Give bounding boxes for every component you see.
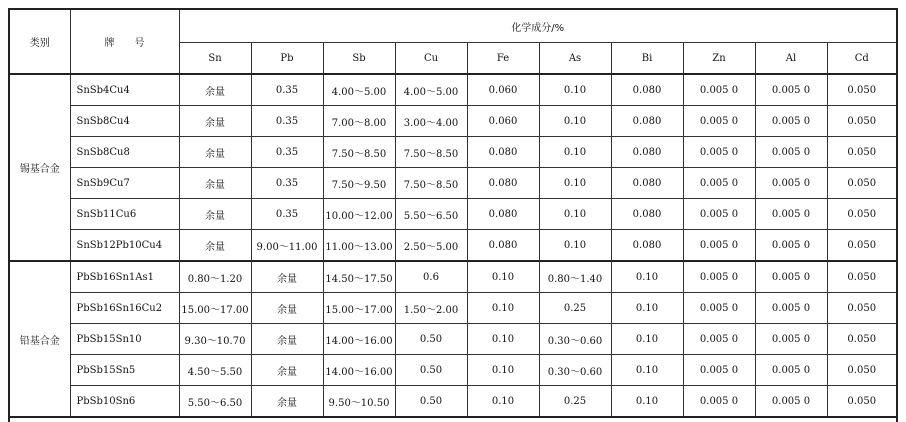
value-cell-as: 0.25 (539, 386, 611, 418)
element-header-pb: Pb (251, 43, 323, 75)
value-cell-cu: 7.50～8.50 (395, 137, 467, 168)
value-cell-sb: 14.50～17.50 (323, 261, 395, 293)
table-row (9, 137, 897, 168)
table-row (9, 106, 897, 137)
grade-cell: SnSb11Cu6 (70, 199, 179, 230)
value-cell-pb: 余量 (251, 293, 323, 324)
value-cell-pb: 0.35 (251, 168, 323, 199)
value-cell-cu: 7.50～8.50 (395, 168, 467, 199)
element-header-sn: Sn (179, 43, 251, 75)
value-cell-fe: 0.10 (467, 261, 539, 293)
value-cell-bi: 0.10 (611, 324, 683, 355)
value-cell-zn: 0.005 0 (683, 106, 755, 137)
value-cell-fe: 0.10 (467, 324, 539, 355)
value-cell-cd: 0.050 (827, 293, 897, 324)
value-cell-fe: 0.10 (467, 355, 539, 386)
value-cell-cd: 0.050 (827, 324, 897, 355)
category-cell: 锡基合金 (9, 74, 70, 261)
value-cell-fe: 0.080 (467, 137, 539, 168)
value-cell-as: 0.30～0.60 (539, 324, 611, 355)
value-cell-as: 0.10 (539, 74, 611, 106)
value-cell-sb: 7.50～9.50 (323, 168, 395, 199)
value-cell-pb: 余量 (251, 324, 323, 355)
value-cell-sn: 余量 (179, 199, 251, 230)
value-cell-cu: 0.50 (395, 386, 467, 418)
value-cell-fe: 0.080 (467, 230, 539, 262)
value-cell-sn: 余量 (179, 74, 251, 106)
element-header-fe: Fe (467, 43, 539, 75)
value-cell-al: 0.005 0 (755, 230, 827, 262)
element-header-al: Al (755, 43, 827, 75)
element-header-cd: Cd (827, 43, 897, 75)
grade-cell: PbSb15Sn10 (70, 324, 179, 355)
value-cell-cd: 0.050 (827, 230, 897, 262)
value-cell-as: 0.30～0.60 (539, 355, 611, 386)
value-cell-sn: 9.30～10.70 (179, 324, 251, 355)
value-cell-zn: 0.005 0 (683, 137, 755, 168)
value-cell-fe: 0.080 (467, 199, 539, 230)
value-cell-as: 0.25 (539, 293, 611, 324)
element-header-zn: Zn (683, 43, 755, 75)
value-cell-zn: 0.005 0 (683, 199, 755, 230)
value-cell-al: 0.005 0 (755, 74, 827, 106)
value-cell-fe: 0.080 (467, 168, 539, 199)
element-header-as: As (539, 43, 611, 75)
value-cell-pb: 9.00～11.00 (251, 230, 323, 262)
value-cell-sb: 10.00～12.00 (323, 199, 395, 230)
value-cell-sn: 余量 (179, 168, 251, 199)
element-header-bi: Bi (611, 43, 683, 75)
value-cell-zn: 0.005 0 (683, 324, 755, 355)
value-cell-bi: 0.080 (611, 168, 683, 199)
composition-header: 化学成分/% (179, 9, 897, 43)
value-cell-cd: 0.050 (827, 199, 897, 230)
value-cell-cu: 4.00～5.00 (395, 74, 467, 106)
value-cell-cd: 0.050 (827, 106, 897, 137)
value-cell-cd: 0.050 (827, 261, 897, 293)
grade-cell: SnSb12Pb10Cu4 (70, 230, 179, 262)
value-cell-al: 0.005 0 (755, 137, 827, 168)
value-cell-al: 0.005 0 (755, 293, 827, 324)
value-cell-as: 0.10 (539, 168, 611, 199)
value-cell-sn: 余量 (179, 137, 251, 168)
value-cell-sn: 余量 (179, 106, 251, 137)
value-cell-zn: 0.005 0 (683, 261, 755, 293)
grade-cell: SnSb4Cu4 (70, 74, 179, 106)
value-cell-fe: 0.060 (467, 74, 539, 106)
table-row (9, 74, 897, 106)
value-cell-as: 0.10 (539, 106, 611, 137)
table-row (9, 355, 897, 386)
value-cell-pb: 0.35 (251, 106, 323, 137)
element-header-sb: Sb (323, 43, 395, 75)
value-cell-bi: 0.10 (611, 355, 683, 386)
value-cell-al: 0.005 0 (755, 261, 827, 293)
grade-header: 牌 号 (70, 9, 179, 74)
value-cell-cd: 0.050 (827, 74, 897, 106)
value-cell-sb: 14.00～16.00 (323, 355, 395, 386)
value-cell-sn: 4.50～5.50 (179, 355, 251, 386)
value-cell-as: 0.10 (539, 137, 611, 168)
table-row (9, 261, 897, 293)
value-cell-pb: 余量 (251, 355, 323, 386)
value-cell-zn: 0.005 0 (683, 230, 755, 262)
table-row (9, 293, 897, 324)
value-cell-sn: 15.00～17.00 (179, 293, 251, 324)
value-cell-cu: 3.00～4.00 (395, 106, 467, 137)
value-cell-cd: 0.050 (827, 355, 897, 386)
value-cell-cd: 0.050 (827, 137, 897, 168)
value-cell-bi: 0.10 (611, 261, 683, 293)
value-cell-cu: 0.50 (395, 355, 467, 386)
value-cell-bi: 0.080 (611, 199, 683, 230)
value-cell-cu: 1.50～2.00 (395, 293, 467, 324)
grade-cell: PbSb16Sn1As1 (70, 261, 179, 293)
value-cell-bi: 0.080 (611, 74, 683, 106)
value-cell-fe: 0.060 (467, 106, 539, 137)
table-row (9, 230, 897, 262)
value-cell-cu: 2.50～5.00 (395, 230, 467, 262)
value-cell-cd: 0.050 (827, 168, 897, 199)
value-cell-al: 0.005 0 (755, 386, 827, 418)
grade-cell: PbSb15Sn5 (70, 355, 179, 386)
value-cell-al: 0.005 0 (755, 199, 827, 230)
value-cell-sn: 0.80～1.20 (179, 261, 251, 293)
value-cell-sb: 7.50～8.50 (323, 137, 395, 168)
value-cell-pb: 0.35 (251, 137, 323, 168)
grade-cell: SnSb9Cu7 (70, 168, 179, 199)
value-cell-bi: 0.10 (611, 386, 683, 418)
header-row-top (9, 9, 897, 43)
value-cell-as: 0.80～1.40 (539, 261, 611, 293)
value-cell-sb: 9.50～10.50 (323, 386, 395, 418)
value-cell-sb: 4.00～5.00 (323, 74, 395, 106)
value-cell-pb: 余量 (251, 261, 323, 293)
value-cell-sb: 11.00～13.00 (323, 230, 395, 262)
value-cell-sn: 余量 (179, 230, 251, 262)
value-cell-as: 0.10 (539, 199, 611, 230)
value-cell-zn: 0.005 0 (683, 74, 755, 106)
value-cell-bi: 0.080 (611, 230, 683, 262)
value-cell-cu: 0.50 (395, 324, 467, 355)
value-cell-bi: 0.080 (611, 137, 683, 168)
value-cell-al: 0.005 0 (755, 106, 827, 137)
value-cell-al: 0.005 0 (755, 168, 827, 199)
value-cell-sb: 7.00～8.00 (323, 106, 395, 137)
value-cell-al: 0.005 0 (755, 355, 827, 386)
table-row (9, 168, 897, 199)
value-cell-cd: 0.050 (827, 386, 897, 418)
table-continuation (8, 413, 898, 422)
value-cell-zn: 0.005 0 (683, 355, 755, 386)
element-header-cu: Cu (395, 43, 467, 75)
grade-cell: PbSb10Sn6 (70, 386, 179, 418)
value-cell-zn: 0.005 0 (683, 168, 755, 199)
value-cell-sn: 5.50～6.50 (179, 386, 251, 418)
table-row (9, 324, 897, 355)
value-cell-pb: 余量 (251, 386, 323, 418)
value-cell-pb: 0.35 (251, 74, 323, 106)
value-cell-fe: 0.10 (467, 293, 539, 324)
grade-cell: SnSb8Cu8 (70, 137, 179, 168)
category-cell: 铅基合金 (9, 261, 70, 417)
value-cell-sb: 14.00～16.00 (323, 324, 395, 355)
value-cell-bi: 0.10 (611, 293, 683, 324)
value-cell-as: 0.10 (539, 230, 611, 262)
value-cell-cu: 0.6 (395, 261, 467, 293)
value-cell-zn: 0.005 0 (683, 386, 755, 418)
value-cell-fe: 0.10 (467, 386, 539, 418)
value-cell-al: 0.005 0 (755, 324, 827, 355)
alloy-composition-table (8, 8, 898, 418)
table-body (9, 74, 897, 417)
value-cell-pb: 0.35 (251, 199, 323, 230)
grade-cell: SnSb8Cu4 (70, 106, 179, 137)
table-row (9, 199, 897, 230)
value-cell-sb: 15.00～17.00 (323, 293, 395, 324)
grade-cell: PbSb16Sn16Cu2 (70, 293, 179, 324)
value-cell-zn: 0.005 0 (683, 293, 755, 324)
value-cell-cu: 5.50～6.50 (395, 199, 467, 230)
category-header: 类别 (9, 9, 70, 74)
value-cell-bi: 0.080 (611, 106, 683, 137)
